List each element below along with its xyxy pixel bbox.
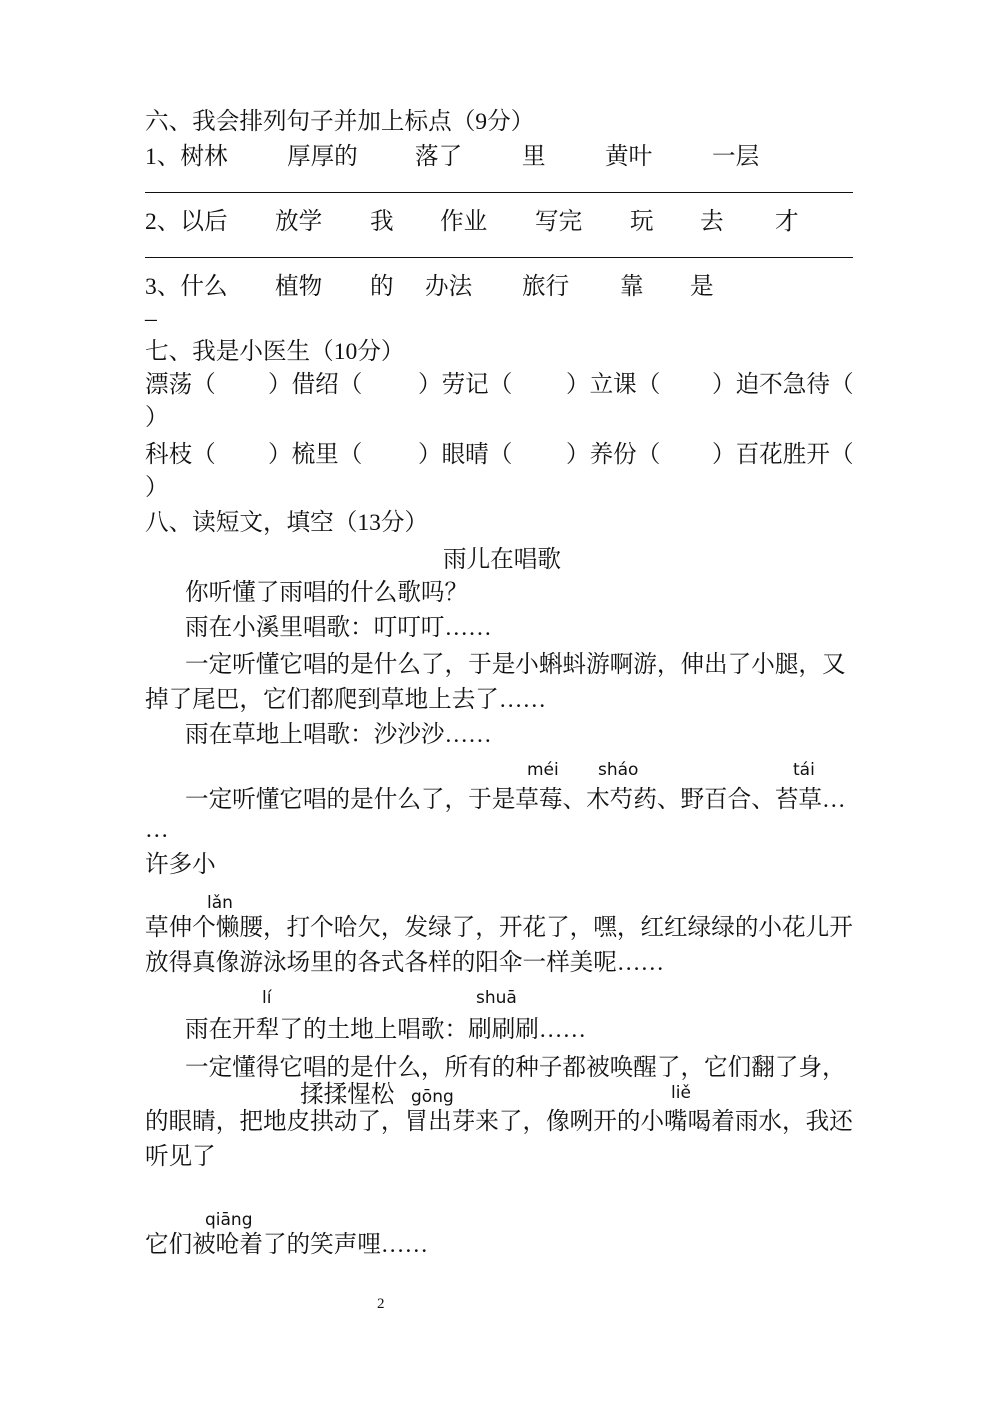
passage-title: 雨儿在唱歌 <box>443 547 561 573</box>
pinyin-annotation: méi <box>527 760 559 780</box>
section-8-title: 八、读短文，填空（13分） <box>145 510 429 536</box>
correction-item: ）立课（ <box>566 372 661 398</box>
passage-line: 雨在草地上唱歌：沙沙沙…… <box>185 722 492 748</box>
passage-line: 许多小 <box>145 852 216 878</box>
sentence-word: 一层 <box>712 144 760 170</box>
passage-line: 一定听懂它唱的是什么了，于是草莓、木芍药、野百合、苔草… <box>185 787 846 813</box>
sentence-word: 办法 <box>425 274 473 300</box>
page-number: 2 <box>377 1296 385 1312</box>
sentence-word: 落了 <box>415 144 463 170</box>
passage-line: 掉了尾巴，它们都爬到草地上去了…… <box>145 687 547 713</box>
answer-line-1 <box>145 192 853 193</box>
pinyin-annotation: lí <box>262 988 272 1008</box>
passage-line: 一定懂得它唱的是什么，所有的种子都被唤醒了，它们翻了身， <box>185 1055 846 1081</box>
sentence-word: 1、树林 <box>145 144 228 170</box>
sentence-word: 靠 <box>620 274 644 300</box>
passage-line: 揉揉惺松 <box>300 1082 395 1108</box>
correction-item: ）劳记（ <box>418 372 513 398</box>
sentence-word: 作业 <box>440 209 488 235</box>
correction-item: 科枝（ <box>145 442 216 468</box>
passage-line: 一定听懂它唱的是什么了，于是小蝌蚪游啊游，伸出了小腿，又 <box>185 652 846 678</box>
sentence-word: 写完 <box>535 209 583 235</box>
pinyin-annotation: gōng <box>411 1087 454 1107</box>
correction-item: 漂荡（ <box>145 372 216 398</box>
sentence-word: 里 <box>522 144 546 170</box>
correction-item: ）养份（ <box>566 442 661 468</box>
sentence-word: 玩 <box>630 209 654 235</box>
correction-item: ）梳里（ <box>268 442 363 468</box>
passage-line: 雨在开犁了的土地上唱歌：刷刷刷…… <box>185 1017 587 1043</box>
sentence-word: 放学 <box>275 209 323 235</box>
answer-line-2 <box>145 257 853 258</box>
passage-line: 雨在小溪里唱歌：叮叮叮…… <box>185 615 492 641</box>
correction-continuation: ） <box>145 405 169 431</box>
answer-line-3-stub: _ <box>145 298 157 324</box>
sentence-word: 黄叶 <box>605 144 653 170</box>
pinyin-annotation: tái <box>793 760 815 780</box>
sentence-word: 去 <box>700 209 724 235</box>
pinyin-annotation: liě <box>671 1083 691 1103</box>
correction-item: ）眼晴（ <box>418 442 513 468</box>
passage-line: 的眼睛，把地皮拱动了，冒出芽来了，像咧开的小嘴喝着雨水，我还 <box>145 1109 853 1135</box>
passage-line: 你听懂了雨唱的什么歌吗？ <box>185 580 469 606</box>
sentence-word: 厚厚的 <box>287 144 358 170</box>
pinyin-annotation: qiāng <box>205 1210 253 1230</box>
sentence-word: 才 <box>775 209 799 235</box>
pinyin-annotation: lǎn <box>207 893 233 913</box>
correction-item: ）迫不急待（ <box>712 372 854 398</box>
pinyin-annotation: shuā <box>476 988 517 1008</box>
passage-line: 草伸个懒腰，打个哈欠，发绿了，开花了，嘿，红红绿绿的小花儿开 <box>145 915 853 941</box>
correction-item: ）百花胜开（ <box>712 442 854 468</box>
sentence-word: 植物 <box>275 274 323 300</box>
correction-item: ）借绍（ <box>268 372 363 398</box>
sentence-word: 旅行 <box>522 274 570 300</box>
passage-line: 它们被呛着了的笑声哩…… <box>145 1232 429 1258</box>
sentence-word: 2、以后 <box>145 209 228 235</box>
sentence-word: 3、什么 <box>145 274 228 300</box>
sentence-word: 我 <box>370 209 394 235</box>
section-6-title: 六、我会排列句子并加上标点（9分） <box>145 109 535 135</box>
sentence-word: 的 <box>370 274 394 300</box>
correction-continuation: ） <box>145 475 169 501</box>
passage-line: 听见了 <box>145 1144 216 1170</box>
passage-line: 放得真像游泳场里的各式各样的阳伞一样美呢…… <box>145 950 665 976</box>
section-7-title: 七、我是小医生（10分） <box>145 339 405 365</box>
passage-line: … <box>145 817 169 843</box>
sentence-word: 是 <box>690 274 714 300</box>
pinyin-annotation: sháo <box>598 760 639 780</box>
